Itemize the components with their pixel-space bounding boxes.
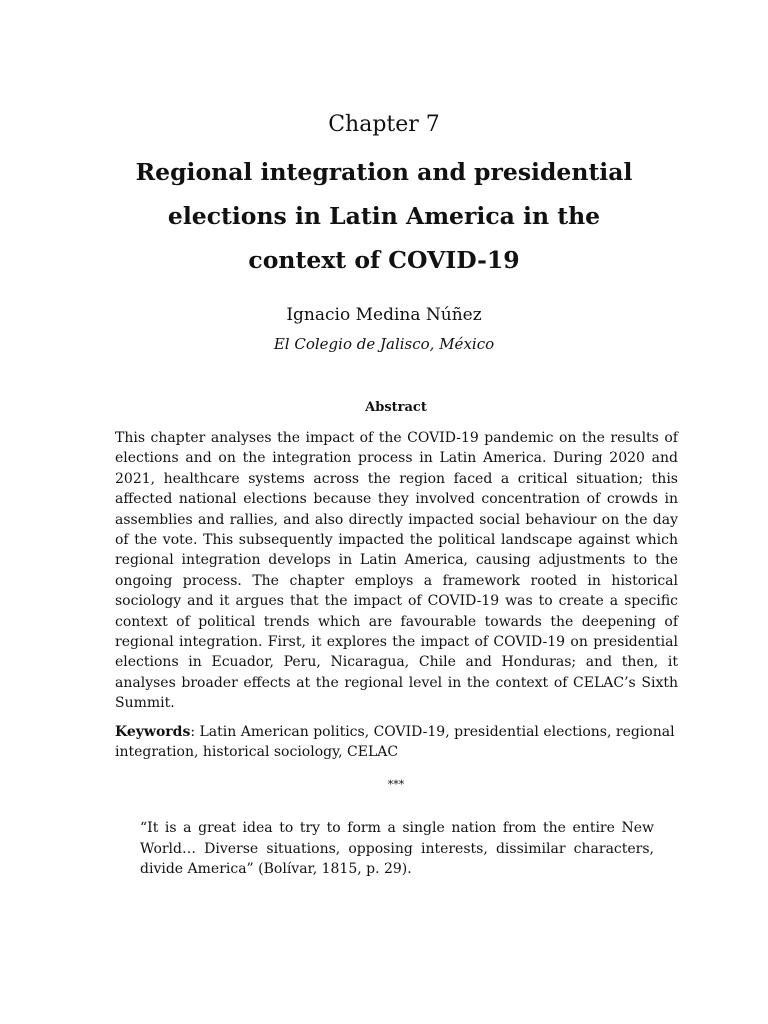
keywords-paragraph — [115, 722, 678, 763]
author-affiliation: El Colegio de Jalisco, México — [273, 335, 495, 353]
keywords-list: : Latin American politics, COVID-19, presidential elections, regional integration, historical sociology, CELAC — [115, 724, 675, 761]
section-separator: *** — [387, 778, 405, 791]
chapter-title-line-1: Regional integration and presidential — [135, 158, 633, 186]
epigraph-quote: “It is a great idea to try to form a single nation from the entire New World… Diverse situations, opposing interests, dissimilar characters, divide America” (Bolívar, 1815, p. 29). — [140, 820, 654, 877]
chapter-label: Chapter 7 — [328, 112, 440, 137]
chapter-title — [120, 150, 648, 282]
keywords-label: Keywords — [115, 724, 191, 740]
abstract-heading: Abstract — [365, 400, 427, 415]
author-name: Ignacio Medina Núñez — [286, 305, 482, 325]
chapter-title-line-2: elections in Latin America in the — [167, 202, 601, 230]
chapter-title-line-3: context of COVID-19 — [248, 246, 520, 274]
abstract-body: This chapter analyses the impact of the COVID-19 pandemic on the results of elections and on the integration process in Latin America. During 2020 and 2021, healthcare systems across the region faced a critical situation; this affected national elections because they involved concentration of crowds in assemblies and rallies, and also directly impacted social behaviour on the day of the vote. This subsequently impacted the political landscape against which regional integration develops in Latin America, causing adjustments to the ongoing process. The chapter employs a framework rooted in historical sociology and it argues that the impact of COVID-19 was to create a specific context of political trends which are favourable towards the deepening of regional integration. First, it explores the impact of COVID-19 on presidential elections in Ecuador, Peru, Nicaragua, Chile and Honduras; and then, it analyses broader effects at the regional level in the context of CELAC’s Sixth Summit. — [115, 430, 678, 712]
